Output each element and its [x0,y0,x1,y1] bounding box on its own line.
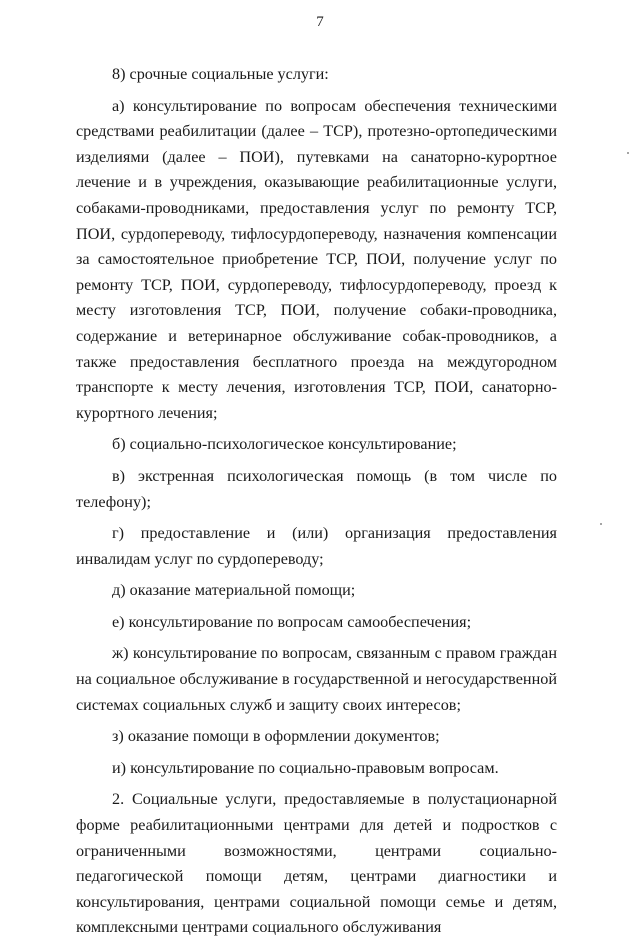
body-text [76,62,557,941]
paragraph-subitem-v: в) экстренная психологическая помощь (в том числе по телефону); [76,466,557,511]
paragraph-subitem-a: а) консультирование по вопросам обеспечения техническими средствами реабилитации (далее – ТСР), протезно-ортопедическими изделиями (далее – ПОИ), путевками на санаторно-курортное лечение и в учреждения, оказывающие реабилитационные услуги, собаками-проводниками, предоставления услуг по ремонту ТСР, ПОИ, сурдопереводу, тифлосурдопереводу, назначения компенсации за самостоятельное приобретение ТСР, ПОИ, получение услуг по ремонту ТСР, ПОИ, сурдопереводу, тифлосурдопереводу, проезд к месту изготовления ТСР, ПОИ, получение собаки-проводника, содержание и ветеринарное обслуживание собак-проводников, а также предоставления бесплатного проезда на междугородном транспорте к месту лечения, изготовления ТСР, ПОИ, санаторно-курортного лечения; [76,96,557,422]
scan-speck [600,523,602,525]
paragraph-subitem-g: г) предоставление и (или) организация предоставления инвалидам услуг по сурдопереводу; [76,524,557,568]
paragraph-item-8: 8) срочные социальные услуги: [112,65,329,83]
paragraph-subitem-d: д) оказание материальной помощи; [112,581,356,600]
scan-speck [627,152,629,154]
paragraph-section-2: 2. Социальные услуги, предоставляемые в полустационарной форме реабилитационными центрами для детей и подростков с ограниченными возможностями, центрами социально-педагогической помощи детям, центрами диагностики и консультирования, центрами социальной помощи семье и детям, комплексными центрами социального обслуживания [76,790,557,937]
paragraph-subitem-i: и) консультирование по социально-правовым вопросам. [112,758,499,777]
paragraph-subitem-z: з) оказание помощи в оформлении документов; [112,727,440,746]
paragraph-subitem-zh: ж) консультирование по вопросам, связанным с правом граждан на социальное обслуживание в государственной и негосударственной системах социальных служб и защиту своих интересов; [76,644,557,714]
paragraph-subitem-b: б) социально-психологическое консультирование; [112,435,457,454]
paragraph-subitem-e: е) консультирование по вопросам самообеспечения; [112,612,472,631]
page-number: 7 [316,14,324,30]
